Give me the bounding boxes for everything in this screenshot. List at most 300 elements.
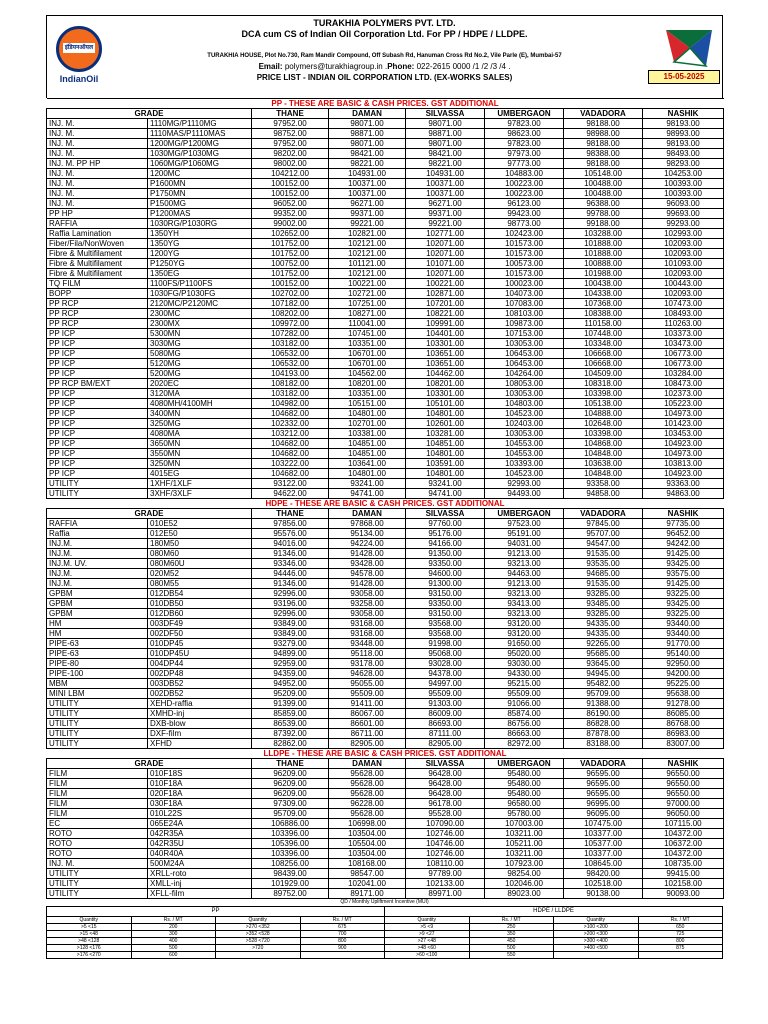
grade-cell: 3120MA (148, 389, 252, 399)
price-cell: 106701.00 (329, 349, 406, 359)
category-cell: GPBM (47, 599, 148, 609)
price-cell: 96428.00 (406, 789, 485, 799)
table-row (47, 409, 724, 419)
price-cell: 101071.00 (406, 259, 485, 269)
incentive-rate-cell: 550 (469, 952, 554, 959)
price-cell: 97760.00 (406, 519, 485, 529)
table-row (47, 829, 724, 839)
price-cell: 93413.00 (485, 599, 564, 609)
company-subtitle: DCA cum CS of Indian Oil Corporation Ltd. For PP / HDPE / LLDPE. (241, 29, 528, 39)
price-cell: 103377.00 (564, 849, 643, 859)
incentive-title: QD / Monthly Upliftment Incentive (MUI) (340, 899, 429, 905)
incentive-quantity-cell: >270 <352 (216, 924, 301, 931)
price-cell: 105504.00 (329, 839, 406, 849)
price-cell: 104462.00 (406, 369, 485, 379)
price-cell: 95628.00 (329, 809, 406, 819)
price-cell: 100152.00 (252, 189, 329, 199)
price-cell: 104923.00 (643, 439, 724, 449)
column-header: THANE (252, 509, 329, 519)
price-cell: 100443.00 (643, 279, 724, 289)
table-row (47, 629, 724, 639)
price-cell: 104801.00 (406, 449, 485, 459)
price-cell: 99788.00 (564, 209, 643, 219)
category-cell: ROTO (47, 849, 148, 859)
price-cell: 91425.00 (643, 579, 724, 589)
incentive-quantity-cell: >128 <176 (47, 945, 132, 952)
incentive-row (47, 924, 723, 931)
category-cell: INJ. M. (47, 859, 148, 869)
price-cell: 90093.00 (643, 889, 724, 899)
table-row (47, 249, 724, 259)
price-cell: 93285.00 (564, 589, 643, 599)
price-cell: 87392.00 (252, 729, 329, 739)
price-cell: 106668.00 (564, 359, 643, 369)
grade-cell: 040R40A (148, 849, 252, 859)
price-cell: 93213.00 (485, 559, 564, 569)
grade-cell: 010F18A (148, 779, 252, 789)
price-cell: 102518.00 (564, 879, 643, 889)
price-cell: 94446.00 (252, 569, 329, 579)
price-cell: 103281.00 (406, 429, 485, 439)
price-cell: 109972.00 (252, 319, 329, 329)
table-row (47, 219, 724, 229)
price-cell: 97735.00 (643, 519, 724, 529)
price-cell: 93363.00 (643, 479, 724, 489)
price-cell: 101929.00 (252, 879, 329, 889)
incentive-rate-cell: 500 (131, 945, 216, 952)
price-cell: 95068.00 (406, 649, 485, 659)
price-cell: 103211.00 (485, 829, 564, 839)
incentive-quantity-cell: >5 <9 (385, 924, 470, 931)
price-cell: 95628.00 (329, 789, 406, 799)
grade-cell: 010DB50 (148, 599, 252, 609)
grade-cell: XEHD-raffia (148, 699, 252, 709)
category-cell: GPBM (47, 589, 148, 599)
table-row (47, 209, 724, 219)
grade-cell: 002DB52 (148, 689, 252, 699)
grade-cell: P1200MAS (148, 209, 252, 219)
category-cell: PP ICP (47, 459, 148, 469)
price-cell: 106668.00 (564, 349, 643, 359)
price-cell: 97773.00 (485, 159, 564, 169)
price-cell: 97868.00 (329, 519, 406, 529)
price-cell: 104212.00 (252, 169, 329, 179)
category-cell: INJ. M. (47, 199, 148, 209)
price-cell: 95140.00 (643, 649, 724, 659)
incentive-header: Quantity (554, 917, 639, 924)
price-cell: 102746.00 (406, 829, 485, 839)
price-cell: 104868.00 (564, 439, 643, 449)
table-row (47, 569, 724, 579)
price-cell: 95209.00 (252, 689, 329, 699)
price-cell: 94628.00 (329, 669, 406, 679)
grade-cell: 4080MA (148, 429, 252, 439)
price-cell: 93225.00 (643, 589, 724, 599)
price-cell: 94166.00 (406, 539, 485, 549)
table-row (47, 439, 724, 449)
grade-cell: XFHD (148, 739, 252, 749)
price-cell: 104338.00 (564, 289, 643, 299)
category-cell: BOPP (47, 289, 148, 299)
grade-cell: 2300MX (148, 319, 252, 329)
table-row (47, 189, 724, 199)
price-cell: 91425.00 (643, 549, 724, 559)
table-row (47, 589, 724, 599)
price-cell: 93448.00 (329, 639, 406, 649)
price-cell: 104523.00 (485, 469, 564, 479)
price-cell: 93150.00 (406, 609, 485, 619)
company-name: TURAKHIA POLYMERS PVT. LTD. (313, 18, 456, 28)
price-cell: 103377.00 (564, 829, 643, 839)
price-cell: 85874.00 (485, 709, 564, 719)
grade-cell: 2020EC (148, 379, 252, 389)
category-cell: ROTO (47, 829, 148, 839)
price-cell: 106998.00 (329, 819, 406, 829)
price-cell: 91998.00 (406, 639, 485, 649)
price-cell: 108182.00 (252, 379, 329, 389)
price-cell: 105151.00 (329, 399, 406, 409)
grade-cell: 080M55 (148, 579, 252, 589)
price-cell: 101573.00 (485, 239, 564, 249)
price-cell: 102423.00 (485, 229, 564, 239)
incentive-header: Rs. / MT (469, 917, 554, 924)
table-row (47, 709, 724, 719)
table-row (47, 319, 724, 329)
incentive-quantity-cell (554, 952, 639, 959)
price-cell: 99002.00 (252, 219, 329, 229)
price-cell: 96050.00 (643, 809, 724, 819)
table-row (47, 859, 724, 869)
price-cell: 93568.00 (406, 629, 485, 639)
table-row (47, 119, 724, 129)
price-cell: 100488.00 (564, 189, 643, 199)
category-cell: INJ.M. (47, 539, 148, 549)
price-cell: 102071.00 (406, 269, 485, 279)
price-cell: 83188.00 (564, 739, 643, 749)
category-cell: INJ. M. (47, 139, 148, 149)
category-cell: INJ.M. (47, 549, 148, 559)
incentive-row (47, 952, 723, 959)
price-cell: 96093.00 (643, 199, 724, 209)
price-cell: 86828.00 (564, 719, 643, 729)
table-row (47, 359, 724, 369)
price-cell: 104253.00 (643, 169, 724, 179)
grade-cell: 042R35A (148, 829, 252, 839)
price-cell: 108110.00 (406, 859, 485, 869)
price-cell: 92996.00 (252, 609, 329, 619)
price-cell: 95225.00 (643, 679, 724, 689)
incentive-row (47, 938, 723, 945)
price-cell: 95134.00 (329, 529, 406, 539)
price-cell: 103301.00 (406, 339, 485, 349)
price-cell: 102601.00 (406, 419, 485, 429)
category-cell: PP ICP (47, 329, 148, 339)
price-cell: 93120.00 (485, 619, 564, 629)
table-row (47, 199, 724, 209)
price-cell: 91350.00 (406, 549, 485, 559)
price-cell: 94741.00 (329, 489, 406, 499)
price-cell: 95509.00 (406, 689, 485, 699)
price-cell: 104682.00 (252, 449, 329, 459)
phone-label: Phone: (387, 62, 415, 71)
category-cell: Fibre & Multifilament (47, 269, 148, 279)
category-cell: INJ. M. (47, 169, 148, 179)
table-row (47, 609, 724, 619)
price-cell: 104931.00 (329, 169, 406, 179)
price-cell: 98773.00 (485, 219, 564, 229)
price-cell: 97952.00 (252, 119, 329, 129)
price-cell: 95628.00 (329, 769, 406, 779)
table-row (47, 649, 724, 659)
table-row (47, 269, 724, 279)
price-cell: 104801.00 (406, 409, 485, 419)
price-cell: 102702.00 (252, 289, 329, 299)
price-cell: 86601.00 (329, 719, 406, 729)
price-cell: 95709.00 (252, 809, 329, 819)
table-row (47, 779, 724, 789)
category-cell: PP ICP (47, 419, 148, 429)
price-cell: 89971.00 (406, 889, 485, 899)
incentive-rate-cell: 800 (638, 938, 723, 945)
price-cell: 104264.00 (485, 369, 564, 379)
indianoil-logo (49, 26, 109, 92)
price-cell: 94863.00 (643, 489, 724, 499)
table-row (47, 419, 724, 429)
price-cell: 93178.00 (329, 659, 406, 669)
price-cell: 95685.00 (564, 649, 643, 659)
price-cell: 98439.00 (252, 869, 329, 879)
price-cell: 100488.00 (564, 179, 643, 189)
price-cell: 96209.00 (252, 769, 329, 779)
price-cell: 104372.00 (643, 829, 724, 839)
category-cell: INJ. M. (47, 149, 148, 159)
price-cell: 96428.00 (406, 779, 485, 789)
table-row (47, 479, 724, 489)
column-header: NASHIK (643, 509, 724, 519)
incentive-header: Quantity (47, 917, 132, 924)
price-cell: 98871.00 (406, 129, 485, 139)
price-cell: 102046.00 (485, 879, 564, 889)
grade-cell: 1XHF/1XLF (148, 479, 252, 489)
table-row (47, 339, 724, 349)
price-cell: 108388.00 (564, 309, 643, 319)
price-cell: 94031.00 (485, 539, 564, 549)
price-cell: 102652.00 (252, 229, 329, 239)
category-cell: INJ. M. PP HP (47, 159, 148, 169)
category-cell: PIPE-100 (47, 669, 148, 679)
price-cell: 93122.00 (252, 479, 329, 489)
price-cell: 102093.00 (643, 239, 724, 249)
price-cell: 94016.00 (252, 539, 329, 549)
price-cell: 91388.00 (564, 699, 643, 709)
price-cell: 109991.00 (406, 319, 485, 329)
price-cell: 107368.00 (564, 299, 643, 309)
pp-group-label: PP (47, 907, 385, 917)
incentive-quantity-cell: >300 <400 (554, 938, 639, 945)
price-cell: 90138.00 (564, 889, 643, 899)
price-cell: 105396.00 (252, 839, 329, 849)
incentive-rate-cell: 875 (638, 945, 723, 952)
category-cell: PP RCP (47, 309, 148, 319)
price-cell: 104509.00 (564, 369, 643, 379)
price-cell: 95509.00 (329, 689, 406, 699)
price-cell: 98871.00 (329, 129, 406, 139)
grade-cell: 1200MC (148, 169, 252, 179)
price-cell: 104848.00 (564, 469, 643, 479)
price-cell: 93168.00 (329, 619, 406, 629)
price-cell: 97973.00 (485, 149, 564, 159)
price-cell: 86190.00 (564, 709, 643, 719)
price-cell: 107115.00 (643, 819, 724, 829)
price-cell: 93350.00 (406, 559, 485, 569)
price-cell: 96452.00 (643, 529, 724, 539)
letterhead (46, 15, 723, 98)
table-row (47, 469, 724, 479)
table-row (47, 789, 724, 799)
price-cell: 96995.00 (564, 799, 643, 809)
table-row (47, 559, 724, 569)
price-cell: 102121.00 (329, 249, 406, 259)
price-cell: 93258.00 (329, 599, 406, 609)
price-cell: 91428.00 (329, 549, 406, 559)
price-cell: 94378.00 (406, 669, 485, 679)
grade-cell: 3550MN (148, 449, 252, 459)
price-cell: 100221.00 (406, 279, 485, 289)
category-cell: PP ICP (47, 399, 148, 409)
price-cell: 98221.00 (329, 159, 406, 169)
price-cell: 107182.00 (252, 299, 329, 309)
price-cell: 108473.00 (643, 379, 724, 389)
price-cell: 94899.00 (252, 649, 329, 659)
price-cell: 91535.00 (564, 579, 643, 589)
price-cell: 98188.00 (564, 119, 643, 129)
category-cell: FILM (47, 779, 148, 789)
price-cell: 104848.00 (564, 449, 643, 459)
price-cell: 98188.00 (564, 159, 643, 169)
price-cell: 108645.00 (564, 859, 643, 869)
price-cell: 93196.00 (252, 599, 329, 609)
column-header: NASHIK (643, 759, 724, 769)
price-cell: 93849.00 (252, 629, 329, 639)
grade-cell: 030F18A (148, 799, 252, 809)
incentive-rate-cell: 300 (131, 931, 216, 938)
price-cell: 96178.00 (406, 799, 485, 809)
price-cell: 103212.00 (252, 429, 329, 439)
price-cell: 99221.00 (329, 219, 406, 229)
price-cell: 104851.00 (406, 439, 485, 449)
category-cell: INJ. M. (47, 119, 148, 129)
price-cell: 94578.00 (329, 569, 406, 579)
category-cell: PP ICP (47, 359, 148, 369)
price-cell: 95482.00 (564, 679, 643, 689)
category-cell: PP ICP (47, 409, 148, 419)
incentive-quantity-cell: >400 <500 (554, 945, 639, 952)
category-cell: Fibre & Multifilament (47, 249, 148, 259)
incentive-quantity-cell: >15 <48 (47, 931, 132, 938)
price-cell: 87111.00 (406, 729, 485, 739)
table-row (47, 839, 724, 849)
grade-cell: 3650MN (148, 439, 252, 449)
grade-cell: 1030FG/P1030FG (148, 289, 252, 299)
grade-cell: 1060MG/P1060MG (148, 159, 252, 169)
price-cell: 97309.00 (252, 799, 329, 809)
price-cell: 103473.00 (643, 339, 724, 349)
grade-cell: XMHD-inj (148, 709, 252, 719)
price-cell: 101573.00 (485, 269, 564, 279)
price-cell: 95480.00 (485, 769, 564, 779)
table-row (47, 399, 724, 409)
category-cell: INJ. M. (47, 129, 148, 139)
price-cell: 98071.00 (329, 139, 406, 149)
column-header: VADADORA (564, 509, 643, 519)
price-cell: 99221.00 (406, 219, 485, 229)
price-cell: 107003.00 (485, 819, 564, 829)
table-row (47, 579, 724, 589)
price-cell: 110263.00 (643, 319, 724, 329)
price-cell: 100223.00 (485, 189, 564, 199)
price-cell: 100573.00 (485, 259, 564, 269)
price-cell: 102332.00 (252, 419, 329, 429)
column-header: UMBERGAON (485, 759, 564, 769)
price-cell: 95191.00 (485, 529, 564, 539)
incentive-rate-cell: 700 (300, 931, 385, 938)
price-cell: 85859.00 (252, 709, 329, 719)
price-cell: 91303.00 (406, 699, 485, 709)
price-cell: 97856.00 (252, 519, 329, 529)
incentive-header: Rs. / MT (300, 917, 385, 924)
incentive-table (46, 906, 723, 959)
contact-line: Email: polymers@turakhiagroup.in .Phone: 022-2615 0000 /1 /2 /3 /4 . (258, 62, 511, 71)
price-cell: 100223.00 (485, 179, 564, 189)
table-row (47, 729, 724, 739)
price-cell: 105211.00 (485, 839, 564, 849)
price-cell: 98752.00 (252, 129, 329, 139)
incentive-quantity-cell: >27 <48 (385, 938, 470, 945)
price-cell: 96271.00 (329, 199, 406, 209)
category-cell: PP ICP (47, 339, 148, 349)
incentive-header: Quantity (385, 917, 470, 924)
category-cell: FILM (47, 799, 148, 809)
price-cell: 101121.00 (329, 259, 406, 269)
price-cell: 86663.00 (485, 729, 564, 739)
grade-cell: 1030MG/P1030MG (148, 149, 252, 159)
price-cell: 103504.00 (329, 849, 406, 859)
table-row (47, 529, 724, 539)
grade-cell: 3400MN (148, 409, 252, 419)
price-cell: 100371.00 (329, 179, 406, 189)
price-cell: 102121.00 (329, 269, 406, 279)
price-cell: 94685.00 (564, 569, 643, 579)
table-row (47, 539, 724, 549)
category-cell: UTILITY (47, 889, 148, 899)
table-row (47, 879, 724, 889)
price-cell: 103284.00 (643, 369, 724, 379)
category-cell: HM (47, 619, 148, 629)
price-cell: 94242.00 (643, 539, 724, 549)
price-cell: 100152.00 (252, 279, 329, 289)
price-cell: 94200.00 (643, 669, 724, 679)
section-title-row (47, 499, 724, 509)
price-cell: 96388.00 (564, 199, 643, 209)
price-cell: 107475.00 (564, 819, 643, 829)
price-cell: 89171.00 (329, 889, 406, 899)
incentive-rate-cell (638, 952, 723, 959)
price-cell: 96271.00 (406, 199, 485, 209)
price-cell: 104562.00 (329, 369, 406, 379)
price-cell: 98547.00 (329, 869, 406, 879)
price-cell: 82972.00 (485, 739, 564, 749)
grade-cell: 1030RG/P1030RG (148, 219, 252, 229)
